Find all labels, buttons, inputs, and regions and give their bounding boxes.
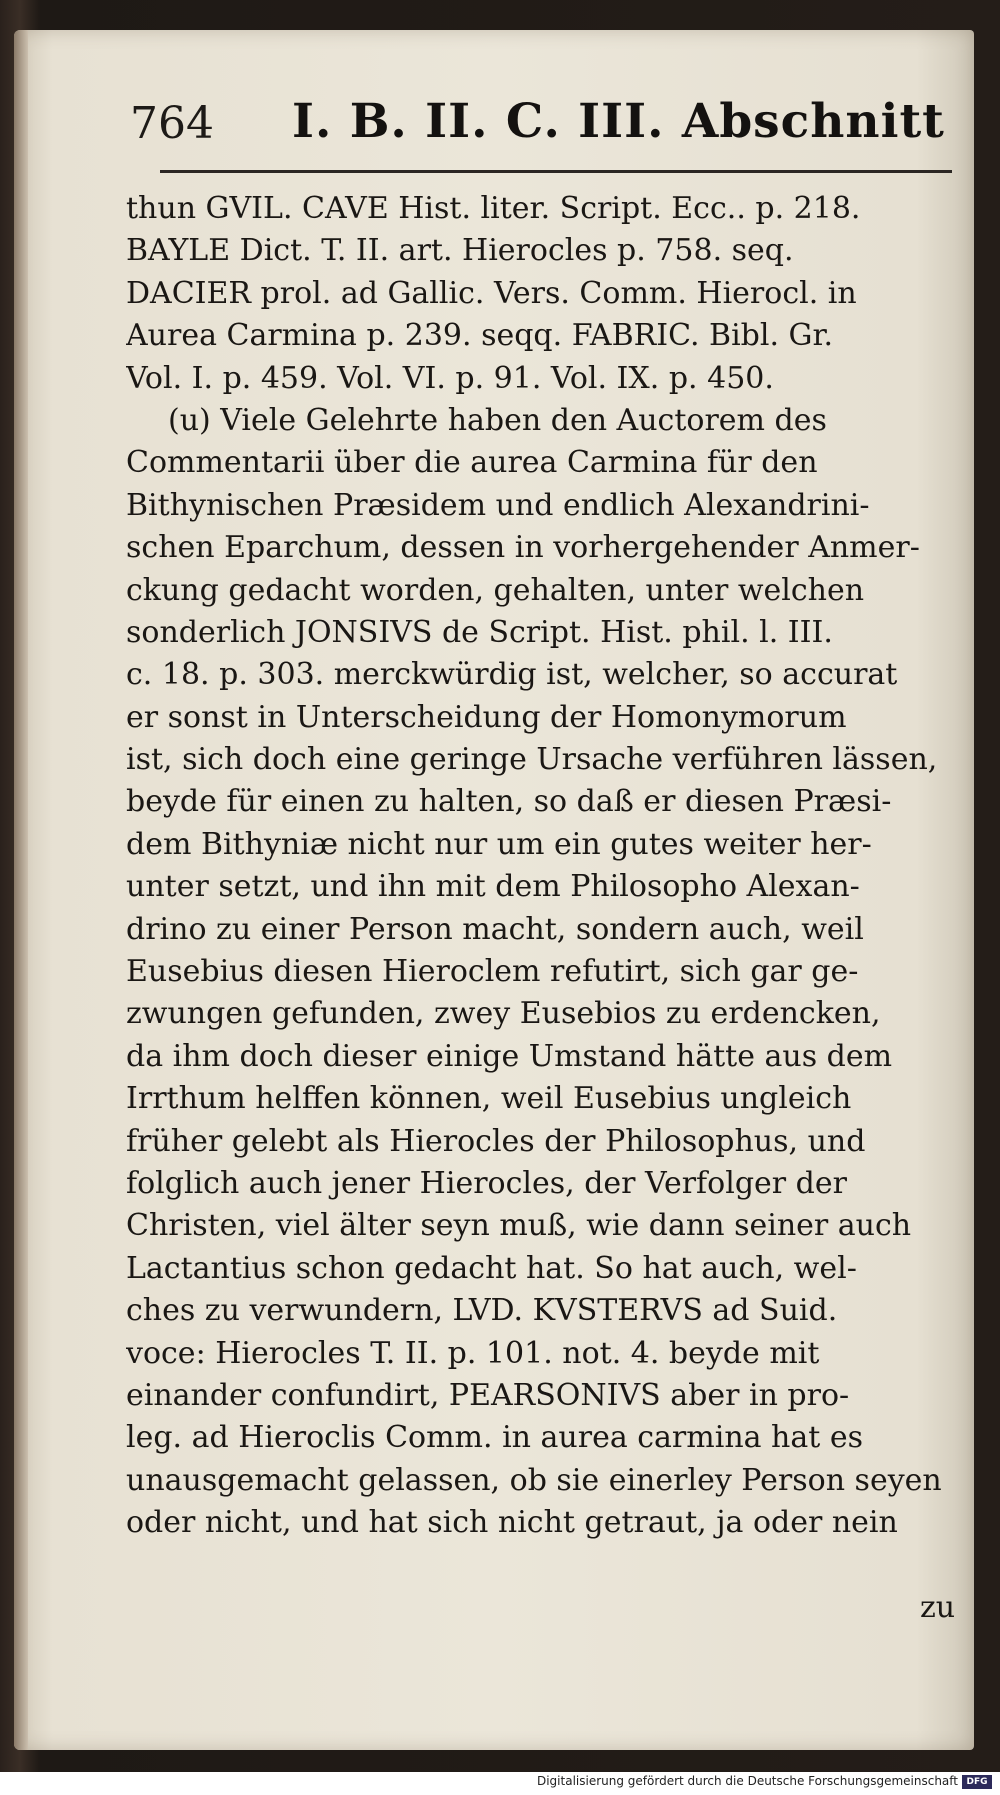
text-line: BAYLE Dict. T. II. art. Hierocles p. 758. seq. — [126, 233, 794, 269]
text-line: schen Eparchum, dessen in vorhergehender Anmer- — [126, 530, 920, 566]
text-line: dem Bithyniæ nicht nur um ein gutes weiter her- — [126, 826, 872, 862]
text-line: früher gelebt als Hierocles der Philosophus, und — [126, 1123, 866, 1159]
text-line: c. 18. p. 303. merckwürdig ist, welcher, so accurat — [126, 657, 898, 693]
body-text — [126, 188, 956, 1545]
digitization-footer — [0, 1772, 1000, 1795]
text-line: unausgemacht gelassen, ob sie einerley Person seyen — [126, 1462, 942, 1498]
text-line: beyde für einen zu halten, so daß er diesen Præsi- — [126, 784, 892, 820]
text-line: Bithynischen Præsidem und endlich Alexandrini- — [126, 487, 870, 523]
text-line: einander confundirt, PEARSONIVS aber in pro- — [126, 1377, 850, 1413]
text-line: voce: Hierocles T. II. p. 101. not. 4. beyde mit — [126, 1335, 820, 1371]
text-line: Vol. I. p. 459. Vol. VI. p. 91. Vol. IX. p. 450. — [126, 360, 774, 396]
text-line: ches zu verwundern, LVD. KVSTERVS ad Suid. — [126, 1293, 838, 1329]
text-line: oder nicht, und hat sich nicht getraut, ja oder nein — [126, 1505, 898, 1541]
text-line: (u) Viele Gelehrte haben den Auctorem des — [168, 402, 827, 438]
text-line: DACIER prol. ad Gallic. Vers. Comm. Hierocl. in — [126, 275, 857, 311]
text-line: Aurea Carmina p. 239. seqq. FABRIC. Bibl. Gr. — [126, 318, 834, 354]
page-edge — [14, 30, 28, 1750]
catchword: zu — [920, 1590, 956, 1625]
text-line: er sonst in Unterscheidung der Homonymorum — [126, 699, 847, 735]
funding-credit: Digitalisierung gefördert durch die Deutsche Forschungsgemeinschaft — [536, 1774, 958, 1788]
text-line: unter setzt, und ihn mit dem Philosopho Alexan- — [126, 869, 860, 905]
text-line: Commentarii über die aurea Carmina für den — [126, 445, 818, 481]
running-head: I. B. II. C. III. Abschnitt — [292, 94, 945, 149]
text-line: zwungen gefunden, zwey Eusebios zu erdencken, — [126, 996, 881, 1032]
text-line: leg. ad Hieroclis Comm. in aurea carmina hat es — [126, 1420, 864, 1456]
text-line: drino zu einer Person macht, sondern auch, weil — [126, 911, 864, 947]
page-number: 764 — [130, 98, 214, 149]
text-line: da ihm doch dieser einige Umstand hätte aus dem — [126, 1038, 893, 1074]
text-line: sonderlich JONSIVS de Script. Hist. phil. l. III. — [126, 614, 833, 650]
text-line: Eusebius diesen Hieroclem refutirt, sich gar ge- — [126, 954, 859, 990]
header-rule — [160, 170, 952, 173]
text-line: Christen, viel älter seyn muß, wie dann seiner auch — [126, 1208, 912, 1244]
dfg-logo-icon: DFG — [962, 1775, 992, 1789]
text-line: ist, sich doch eine geringe Ursache verführen lässen, — [126, 742, 938, 778]
text-line: ckung gedacht worden, gehalten, unter welchen — [126, 572, 865, 608]
text-line: thun GVIL. CAVE Hist. liter. Script. Ecc.. p. 218. — [126, 191, 861, 226]
text-line: folglich auch jener Hierocles, der Verfolger der — [126, 1165, 847, 1201]
page-header — [116, 88, 956, 158]
text-line: Irrthum helffen können, weil Eusebius ungleich — [126, 1081, 852, 1117]
text-line: Lactantius schon gedacht hat. So hat auch, wel- — [126, 1250, 857, 1286]
